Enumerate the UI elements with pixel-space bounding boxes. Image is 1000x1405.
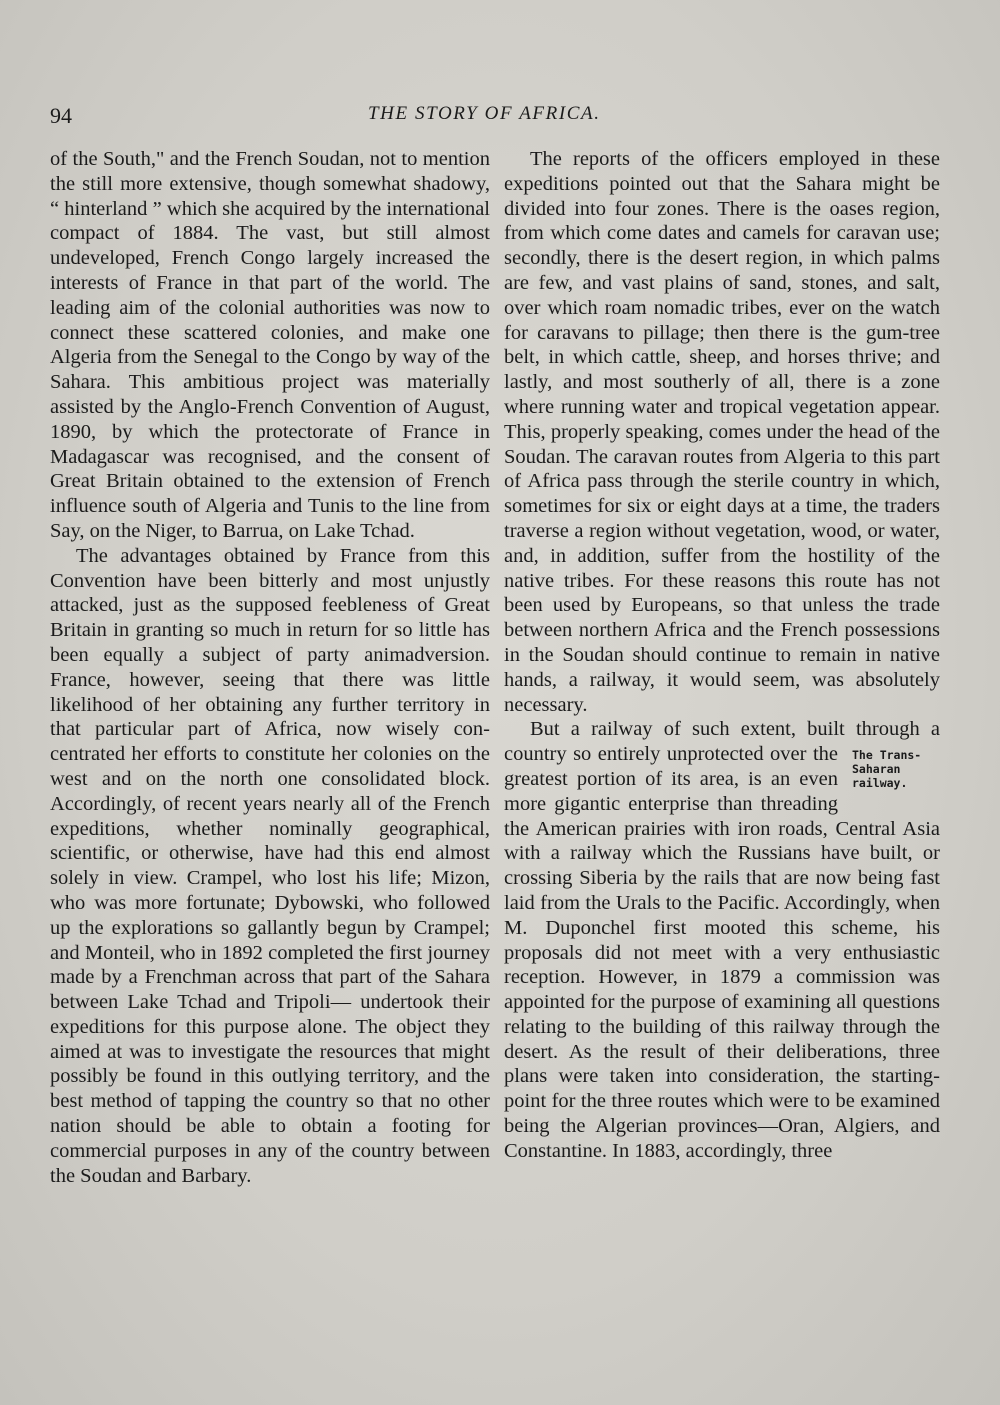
- right-paragraph-2-start: But a railway of such extent, built through a country so entirely unprotected over the: [504, 718, 940, 766]
- right-paragraph-2: [504, 717, 940, 1163]
- left-paragraph-1: of the South," and the French Soudan, not to mention the still more extensive, though somewhat shadowy, “ hinterland ” which she acquired by the international compact of 1884. The vast, but still almost undeveloped, French Congo largely increased the interests of France in that part of the world. The leading aim of the colonial authorities was now to connect these scattered colonies, and make one Algeria from the Senegal to the Congo by way of the Sahara. This ambitious project was materially assisted by the Anglo-French Convention of August, 1890, by which the protectorate of France in Madagascar was recognised, and the consent of Great Britain obtained to the extension of French influence south of Algeria and Tunis to the line from Say, on the Niger, to Barrua, on Lake Tchad.: [50, 148, 490, 542]
- right-paragraph-2-rest: greatest portion of its area, is an even more gigantic enterprise than threading the American prairies with iron roads, Central Asia with a railway which the Russians have built, or crossing Siberia by the rails that are now being fast laid from the Urals to the Pacific. Accordingly, when M. Duponchel first mooted this scheme, his proposals did not meet with a very enthusiastic reception. However, in 1879 a commission was appointed for the purpose of examining all questions relating to the building of this railway through the desert. As the result of their deliberations, three plans were taken into consideration, the starting-point for the three routes which were to be examined being the Algerian provinces—Oran, Algiers, and Constantine. In 1883, accordingly, three: [504, 767, 940, 1162]
- running-title: THE STORY OF AFRICA.: [368, 103, 601, 124]
- page-number: 94: [50, 103, 72, 128]
- left-paragraph-2: The advantages obtained by France from this Convention have been bitterly and most unjustly attacked, just as the supposed feebleness of Great Britain in granting so much in return for so little has been equally a subject of party animadversion. France, however, seeing that there was little likelihood of her obtaining any further territory in that particular part of Africa, now wisely concentrated her efforts to constitute her colonies on the west and on the north one consolidated block. Accordingly, of recent years nearly all of the French expeditions, whether nominally geographical, scientific, or otherwise, have had this end almost solely in view. Crampel, who lost his life; Mizon, who was more fortunate; Dybowski, who followed up the explorations so gallantly begun by Crampel; and Monteil, who in 1892 completed the first journey made by a Frenchman across that part of the Sahara between Lake Tchad and Tripoli— undertook their expeditions for this purpose alone. The object they aimed at was to investigate the resources that might possibly be found in this outlying territory, and the best method of tapping the country so that no other nation should be able to obtain a footing for commercial purposes in any of the country between the Soudan and Barbary.: [50, 544, 490, 1187]
- page-header: [50, 103, 950, 133]
- right-paragraph-1: The reports of the officers employed in these expeditions pointed out that the Sahara might be divided into four zones. There is the oases region, from which come dates and camels for caravan use; secondly, there is the desert region, in which palms are few, and vast plains of sand, stones, and salt, over which roam nomadic tribes, ever on the watch for caravans to pillage; then there is the gum-tree belt, in which cattle, sheep, and horses thrive; and lastly, and most southerly of all, there is a zone where running water and tropical vegetation appear. This, properly speaking, comes under the head of the Soudan. The caravan routes from Algeria to this part of Africa pass through the sterile country in which, sometimes for six or eight days at a time, the traders traverse a region without vegetation, wood, or water, and, in addition, suffer from the hostility of the native tribes. For these reasons this route has not been used by Europeans, so that unless the trade between northern Africa and the French possessions in the Soudan should continue to remain in native hands, a railway, it would seem, was absolutely necessary.: [504, 148, 940, 716]
- right-column: [504, 147, 940, 1164]
- margin-note: The Trans-Saharan railway.: [852, 748, 922, 791]
- left-column: [50, 147, 490, 1188]
